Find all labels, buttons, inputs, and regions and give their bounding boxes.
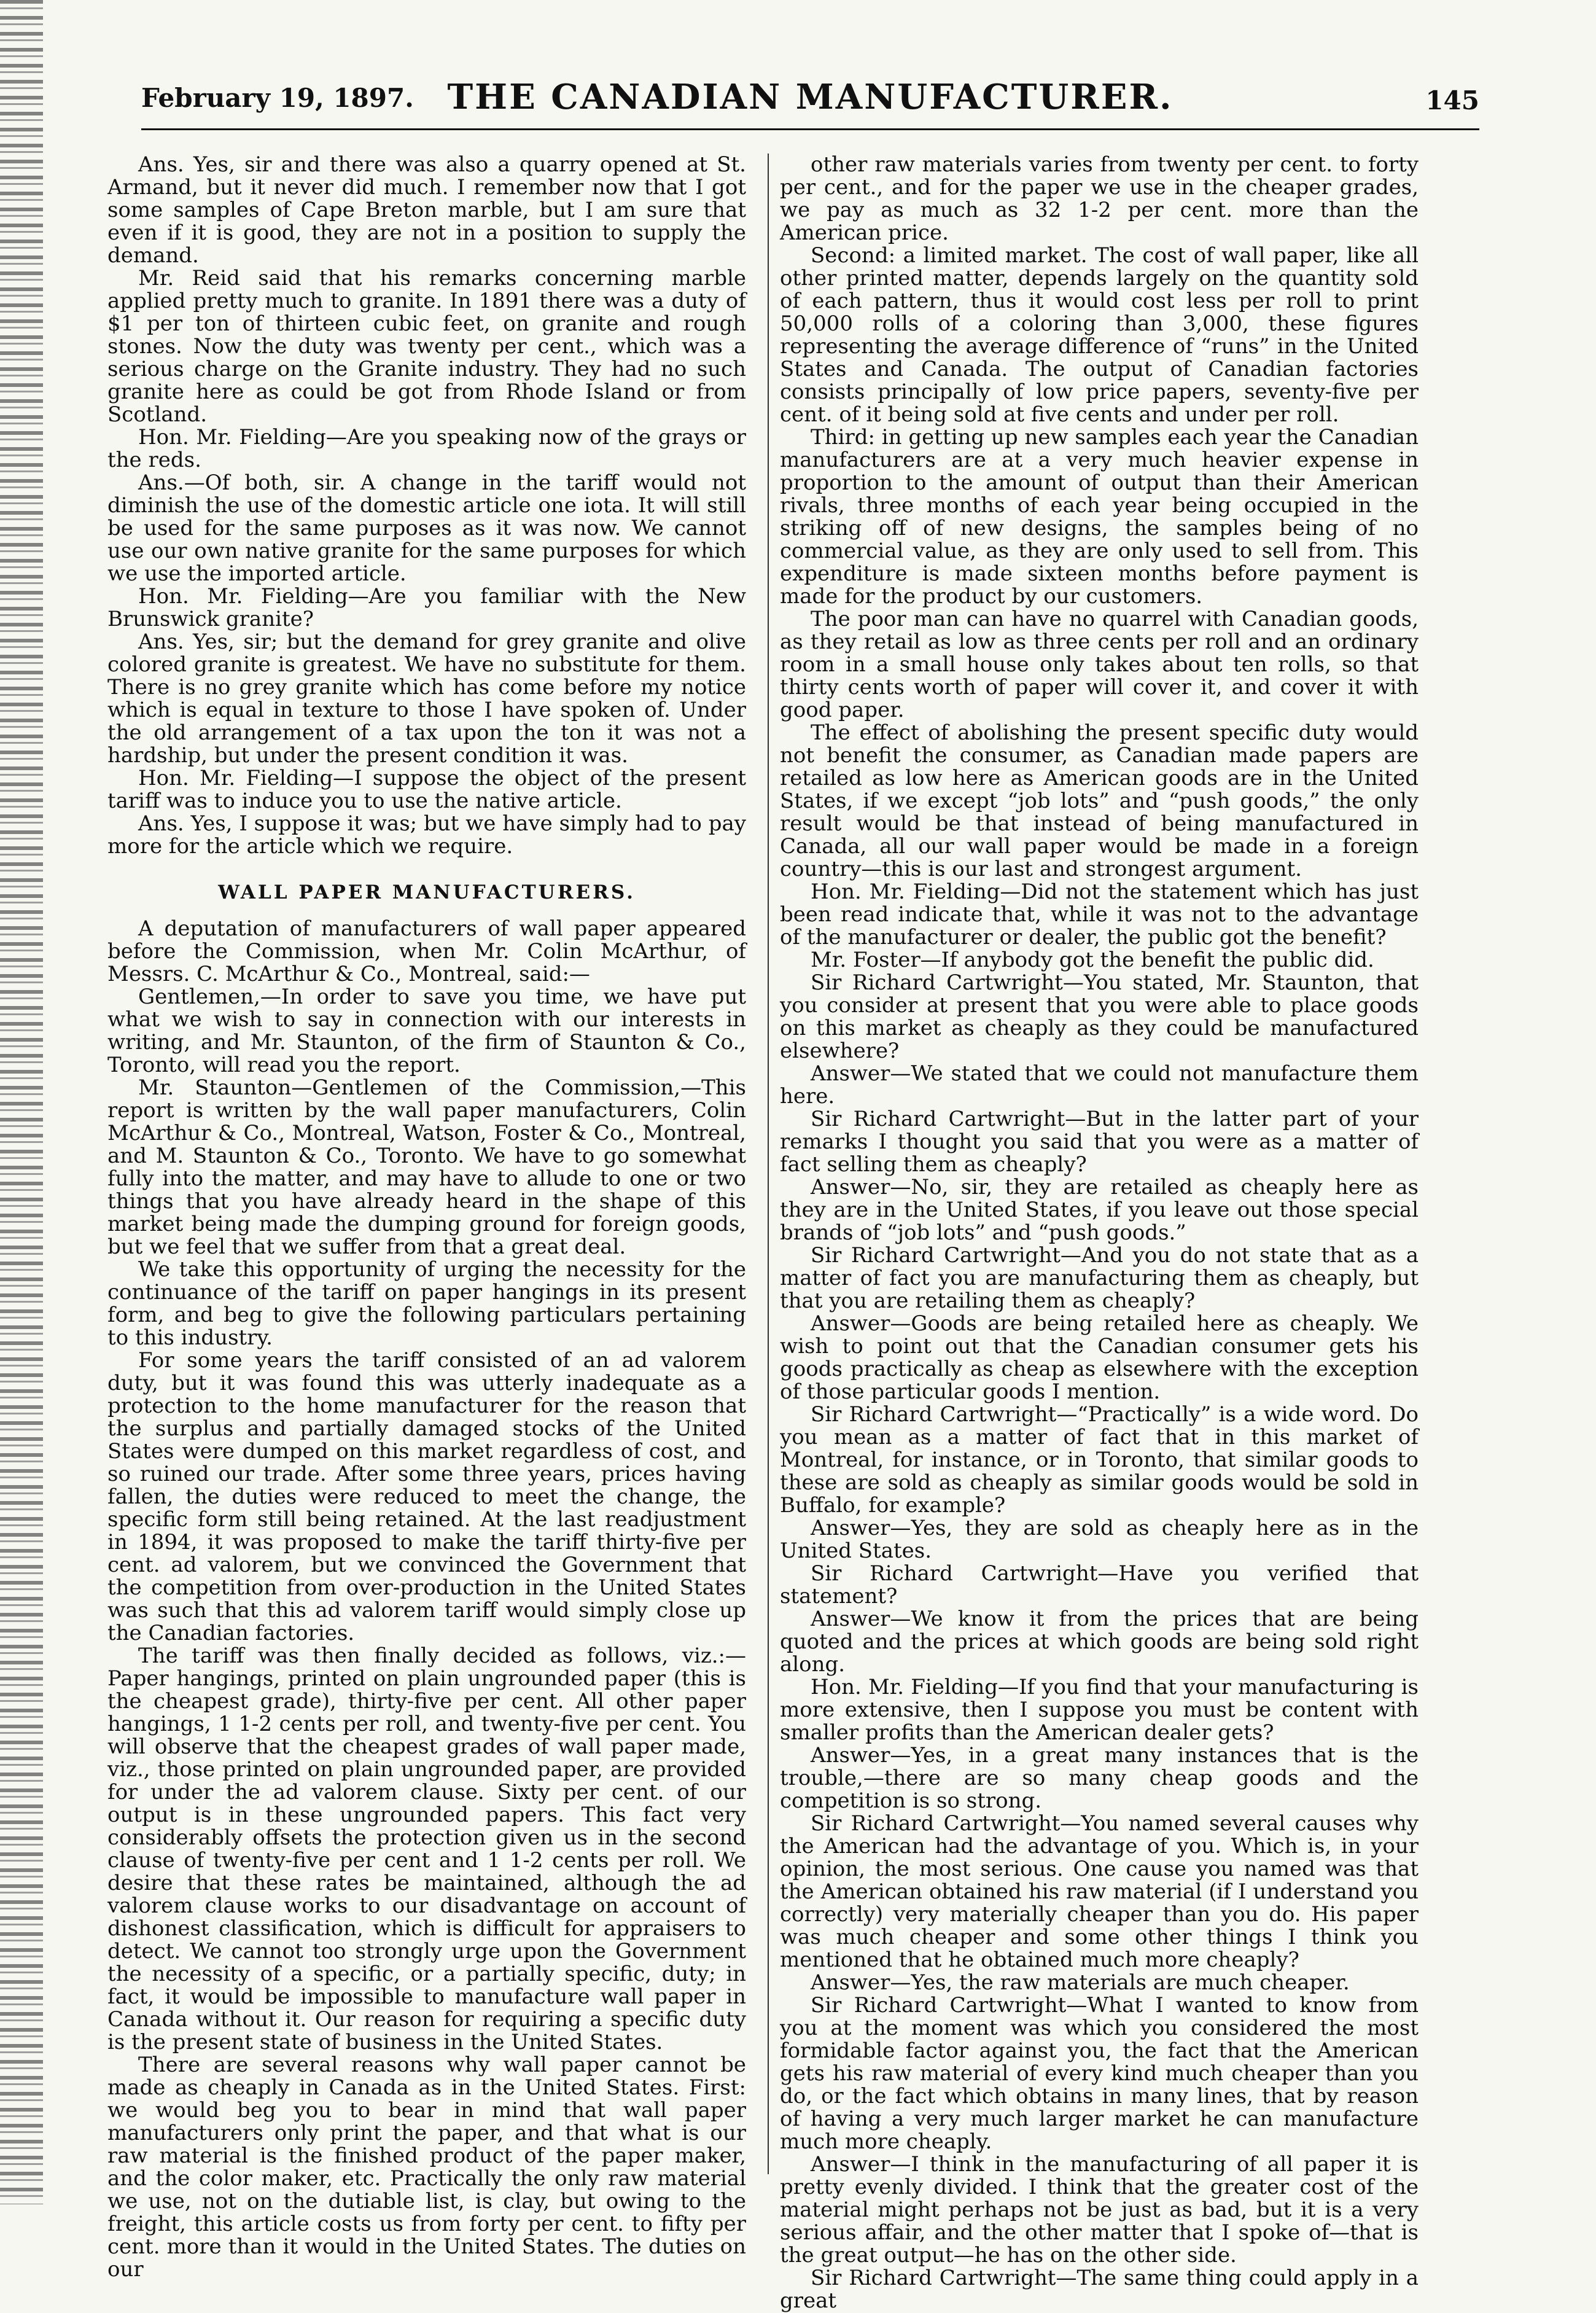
left-paragraphs-before xyxy=(107,154,746,858)
paragraph: Sir Richard Cartwright—But in the latter part of your remarks I thought you said that you were as a matter of fact selling them as cheaply? xyxy=(780,1107,1419,1177)
paragraph: Answer—Yes, in a great many instances that is the trouble,—there are so many cheap goods and the competition is so strong. xyxy=(780,1743,1419,1813)
paragraph: Mr. Reid said that his remarks concerning marble applied pretty much to granite. In 1891 there was a duty of $1 per ton of thirteen cubic feet, on granite and rough stones. Now the duty was twenty per cent., which was a serious charge on the Granite industry. They had no such granite here as could be got from Rhode Island or from Scotland. xyxy=(107,266,746,427)
paragraph: Answer—We stated that we could not manufacture them here. xyxy=(780,1061,1419,1109)
paragraph: For some years the tariff consisted of an ad valorem duty, but it was found this was utterly inadequate as a protection to the home manufacturer for the reason that the surplus and partially damaged stocks of the United States were dumped on this market regardless of cost, and so ruined our trade. After some three years, prices having fallen, the duties were reduced to meet the change, the specific form still being retained. At the last readjustment in 1894, it was proposed to make the tariff thirty-five per cent. ad valorem, but we convinced the Government that the competition from over-production in the United States was such that this ad valorem tariff would simply close up the Canadian factories. xyxy=(107,1348,746,1645)
paragraph: other raw materials varies from twenty per cent. to forty per cent., and for the paper we use in the cheaper grades, we pay as much as 32 1-2 per cent. more than the American price. xyxy=(780,152,1419,245)
paragraph: Sir Richard Cartwright—Have you verified that statement? xyxy=(780,1561,1419,1609)
paragraph: Sir Richard Cartwright—The same thing could apply in a great xyxy=(780,2266,1419,2313)
publication-title: THE CANADIAN MANUFACTURER. xyxy=(447,77,1174,117)
section-heading: WALL PAPER MANUFACTURERS. xyxy=(218,881,636,903)
issue-date: February 19, 1897. xyxy=(141,83,414,113)
paragraph: Second: a limited market. The cost of wall paper, like all other printed matter, depends largely on the quantity sold of each pattern, thus it would cost less per roll to print 50,000 rolls of a coloring than 3,000, these figures representing the average difference of “runs” in the United States and Canada. The output of Canadian factories consists principally of low price papers, seventy-five per cent. of it being sold at five cents and under per roll. xyxy=(780,243,1419,427)
page-number: 145 xyxy=(1425,85,1479,115)
left-column xyxy=(107,152,746,2282)
paragraph: Hon. Mr. Fielding—Are you familiar with the New Brunswick granite? xyxy=(107,584,746,631)
paragraph: The effect of abolishing the present specific duty would not benefit the consumer, as Canadian made papers are retailed as low here as American goods are in the United States, if we except “job lots” and “push goods,” the only result would be that instead of being manufactured in Canada, all our wall paper would be made in a foreign country—this is our last and strongest argument. xyxy=(780,720,1419,881)
scan-edge-artifact xyxy=(0,0,43,2204)
paragraph: Ans. Yes, sir and there was also a quarry opened at St. Armand, but it never did much. I remember now that I got some samples of Cape Breton marble, but I am sure that even if it is good, they are not in a position to supply the demand. xyxy=(107,152,746,268)
paragraph: Hon. Mr. Fielding—If you find that your manufacturing is more extensive, then I suppose you must be content with smaller profits than the American dealer gets? xyxy=(780,1675,1419,1745)
paragraph: Hon. Mr. Fielding—Are you speaking now of the grays or the reds. xyxy=(107,425,746,472)
paragraph: Sir Richard Cartwright—And you do not state that as a matter of fact you are manufacturing them as cheaply, but that you are retailing them as cheaply? xyxy=(780,1243,1419,1313)
paragraph: Sir Richard Cartwright—You stated, Mr. Staunton, that you consider at present that you were able to place goods on this market as cheaply as they could be manufactured elsewhere? xyxy=(780,970,1419,1063)
paragraph: Answer—Yes, they are sold as cheaply here as in the United States. xyxy=(780,1516,1419,1563)
paragraph: Answer—Yes, the raw materials are much cheaper. xyxy=(811,1970,1350,1995)
paragraph: Ans. Yes, I suppose it was; but we have simply had to pay more for the article which we require. xyxy=(107,811,746,859)
column-divider xyxy=(768,154,769,2174)
paragraph: Ans.—Of both, sir. A change in the tariff would not diminish the use of the domestic article one iota. It will still be used for the same purposes as it was now. We cannot use our own native granite for the same purposes for which we use the imported article. xyxy=(107,470,746,586)
paragraph: Sir Richard Cartwright—“Practically” is a wide word. Do you mean as a matter of fact that in this market of Montreal, for instance, or in Toronto, that similar goods to these are sold as cheaply as similar goods would be sold in Buffalo, for example? xyxy=(780,1402,1419,1518)
right-paragraphs xyxy=(780,154,1419,2312)
paragraph: Sir Richard Cartwright—You named several causes why the American had the advantage of you. Which is, in your opinion, the most serious. One cause you named was that the American obtained his raw material (if I understand you correctly) very materially cheaper than you do. His paper was much cheaper and some other things I think you mentioned that he obtained much more cheaply? xyxy=(780,1811,1419,1972)
right-column xyxy=(780,152,1419,2313)
paragraph: Answer—I think in the manufacturing of all paper it is pretty evenly divided. I think that the greater cost of the material might perhaps not be just as bad, but it is a very serious affair, and the other matter that I spoke of—that is the great output—he has on the other side. xyxy=(780,2152,1419,2268)
paragraph: Mr. Foster—If anybody got the benefit the public did. xyxy=(811,948,1374,972)
paragraph: We take this opportunity of urging the necessity for the continuance of the tariff on paper hangings in its present form, and beg to give the following particulars pertaining to this industry. xyxy=(107,1257,746,1350)
header-rule xyxy=(141,128,1479,130)
left-paragraphs-after xyxy=(107,918,746,2281)
page-header xyxy=(141,77,1479,132)
paragraph: Hon. Mr. Fielding—Did not the statement which has just been read indicate that, while it was not to the advantage of the manufacturer or dealer, the public got the benefit? xyxy=(780,880,1419,950)
paragraph: Sir Richard Cartwright—What I wanted to know from you at the moment was which you considered the most formidable factor against you, the fact that the American gets his raw material of every kind much cheaper than you do, or the fact which obtains in many lines, that by reason of having a very much larger market he can manufacture much more cheaply. xyxy=(780,1993,1419,2154)
paragraph: The tariff was then finally decided as follows, viz.:—Paper hangings, printed on plain ungrounded paper (this is the cheapest grade), thirty-five per cent. All other paper hangings, 1 1-2 cents per roll, and twenty-five per cent. You will observe that the cheapest grades of wall paper made, viz., those printed on plain ungrounded paper, are provided for under the ad valorem clause. Sixty per cent. of our output is in these ungrounded papers. This fact very considerably offsets the protection given us in the second clause of twenty-five per cent and 1 1-2 cents per roll. We desire that these rates be maintained, although the ad valorem clause works to our disadvantage on account of dishonest classification, which is difficult for appraisers to detect. We cannot too strongly urge upon the Government the necessity of a specific, or a partially specific, duty; in fact, it would be impossible to manufacture wall paper in Canada without it. Our reason for requiring a specific duty is the present state of business in the United States. xyxy=(107,1644,746,2054)
paragraph: There are several reasons why wall paper cannot be made as cheaply in Canada as in the United States. First: we would beg you to bear in mind that wall paper manufacturers only print the paper, and that what is our raw material is the finished product of the paper maker, and the color maker, etc. Practically the only raw material we use, not on the dutiable list, is clay, but owing to the freight, this article costs us from forty per cent. to fifty per cent. more than it would in the United States. The duties on our xyxy=(107,2053,746,2282)
paragraph: Hon. Mr. Fielding—I suppose the object of the present tariff was to induce you to use the native article. xyxy=(107,766,746,813)
paragraph: Third: in getting up new samples each year the Canadian manufacturers are at a very much heavier expense in proportion to the amount of output than their American rivals, three months of each year being occupied in the striking off of new designs, the samples being of no commercial value, as they are only used to sell from. This expenditure is made sixteen months before payment is made for the product by our customers. xyxy=(780,425,1419,609)
paragraph: A deputation of manufacturers of wall paper appeared before the Commission, when Mr. Colin McArthur, of Messrs. C. McArthur & Co., Montreal, said:— xyxy=(107,916,746,986)
paragraph: Answer—No, sir, they are retailed as cheaply here as they are in the United States, if you leave out those special brands of “job lots” and “push goods.” xyxy=(780,1175,1419,1245)
paragraph: Ans. Yes, sir; but the demand for grey granite and olive colored granite is greatest. We have no substitute for them. There is no grey granite which has come before my notice which is equal in texture to those I have spoken of. Under the old arrangement of a tax upon the ton it was not a hardship, but under the present condition it was. xyxy=(107,630,746,768)
paragraph: Mr. Staunton—Gentlemen of the Commission,—This report is written by the wall paper manufacturers, Colin McArthur & Co., Montreal, Watson, Foster & Co., Montreal, and M. Staunton & Co., Toronto. We have to go somewhat fully into the matter, and may have to allude to one or two things that you have already heard in the shape of this market being made the dumping ground for foreign goods, but we feel that we suffer from that a great deal. xyxy=(107,1075,746,1259)
paragraph: Answer—Goods are being retailed here as cheaply. We wish to point out that the Canadian consumer gets his goods practically as cheap as elsewhere with the exception of those particular goods I mention. xyxy=(780,1311,1419,1404)
paragraph: The poor man can have no quarrel with Canadian goods, as they retail as low as three cents per roll and an ordinary room in a small house only takes about ten rolls, so that thirty cents worth of paper will cover it, and cover it with good paper. xyxy=(780,607,1419,722)
paragraph: Answer—We know it from the prices that are being quoted and the prices at which goods are being sold right along. xyxy=(780,1607,1419,1677)
paragraph: Gentlemen,—In order to save you time, we have put what we wish to say in connection with our interests in writing, and Mr. Staunton, of the firm of Staunton & Co., Toronto, will read you the report. xyxy=(107,985,746,1077)
